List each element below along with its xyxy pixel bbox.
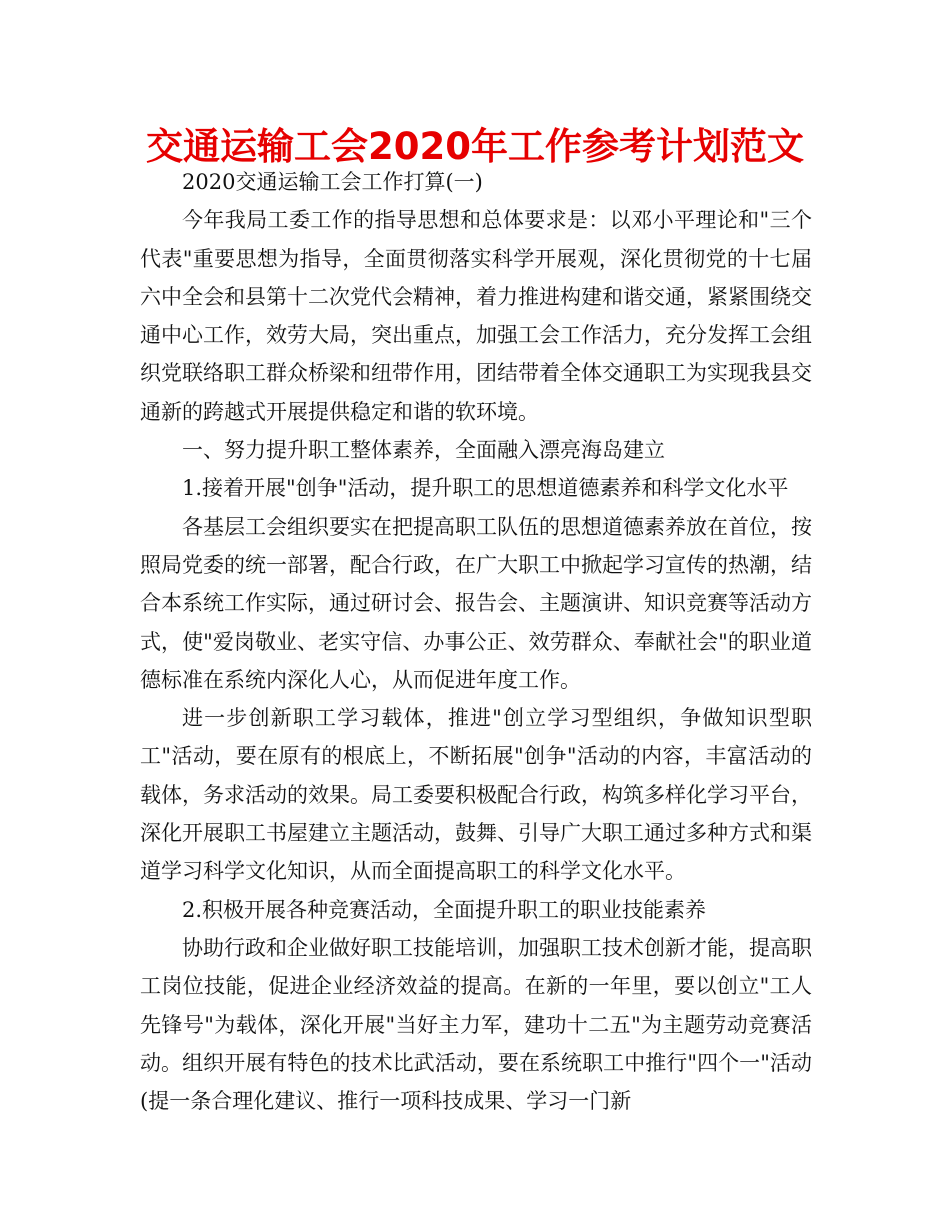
document-body [140, 163, 812, 1120]
subsection-heading: 2.积极开展各种竞赛活动，全面提升职工的职业技能素养 [182, 897, 707, 922]
subsection-heading: 1.接着开展"创争"活动，提升职工的思想道德素养和科学文化水平 [182, 476, 789, 501]
document-title: 交通运输工会2020年工作参考计划范文 [146, 125, 804, 168]
paragraph: 进一步创新职工学习载体，推进"创立学习型组织，争做知识型职工"活动，要在原有的根底上，不断拓展"创争"活动的内容，丰富活动的载体，务求活动的效果。局工委要积极配合行政，构筑多样化学习平台，深化开展职工书屋建立主题活动，鼓舞、引导广大职工通过多种方式和渠道学习科学文化知识，从而全面提高职工的科学文化水平。 [140, 706, 812, 884]
paragraph: 今年我局工委工作的指导思想和总体要求是：以邓小平理论和"三个代表"重要思想为指导，全面贯彻落实科学开展观，深化贯彻党的十七届六中全会和县第十二次党代会精神，着力推进构建和谐交通，紧紧围绕交通中心工作，效劳大局，突出重点，加强工会工作活力，充分发挥工会组织党联络职工群众桥梁和纽带作用，团结带着全体交通职工为实现我县交通新的跨越式开展提供稳定和谐的软环境。 [140, 208, 812, 424]
section-heading: 一、努力提升职工整体素养，全面融入漂亮海岛建立 [182, 438, 665, 463]
paragraph: 各基层工会组织要实在把提高职工队伍的思想道德素养放在首位，按照局党委的统一部署，配合行政，在广大职工中掀起学习宣传的热潮，结合本系统工作实际，通过研讨会、报告会、主题演讲、知识竞赛等活动方式，使"爱岗敬业、老实守信、办事公正、效劳群众、奉献社会"的职业道德标准在系统内深化人心，从而促进年度工作。 [140, 514, 812, 692]
paragraph: 协助行政和企业做好职工技能培训，加强职工技术创新才能，提高职工岗位技能，促进企业经济效益的提高。在新的一年里，要以创立"工人先锋号"为载体，深化开展"当好主力军，建功十二五"为主题劳动竞赛活动。组织开展有特色的技术比武活动，要在系统职工中推行"四个一"活动(提一条合理化建议、推行一项科技成果、学习一门新 [140, 935, 812, 1114]
paragraph: 2020交通运输工会工作打算(一) [182, 170, 483, 194]
